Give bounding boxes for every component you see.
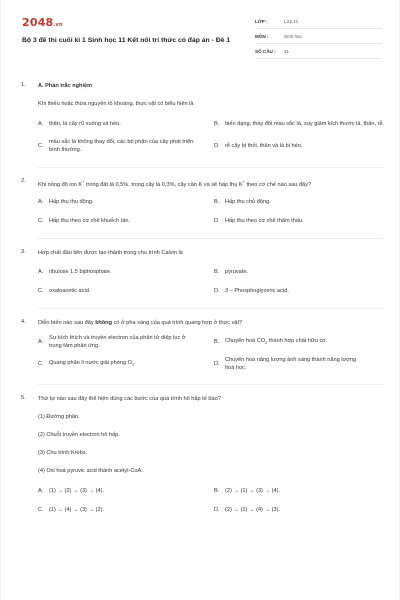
option-c[interactable]: C. Quang phân li nước giải phóng $O_2$. — [38, 359, 136, 367]
question-text: Thứ tự nào sau đây thể hiện đúng các bước của quá trình hô hấp tế bào? — [38, 395, 221, 402]
question-number: 3. — [21, 248, 26, 255]
question-5 — [21, 395, 383, 403]
meta-value: Sinh học — [284, 33, 302, 39]
option-d[interactable]: D. 3 – Phosphoglyceric acid. — [214, 287, 289, 294]
meta-value: 31 — [284, 48, 290, 54]
meta-row-count — [255, 44, 382, 59]
document-title: Bộ 3 đề thi cuối kì 1 Sinh học 11 Kết nối tri thức có đáp án - Đề 1 — [22, 37, 231, 44]
question-text: Hợp chất đầu tiên được tạo thành trong chu trình Calvin là — [38, 249, 183, 256]
list-item: (1) Đường phân. — [38, 413, 80, 420]
option-a[interactable]: A. Hấp thụ thụ động. — [38, 198, 94, 205]
meta-row-subject — [255, 29, 382, 44]
question-number: 5. — [21, 394, 26, 401]
section-heading — [21, 82, 383, 90]
option-b[interactable]: B. Chuyển hoá $CO_2$ thành hợp chất hữu cơ. — [214, 337, 328, 345]
meta-value: Lớp 11 — [284, 18, 299, 24]
option-c[interactable]: C. oxaloacetic acid. — [38, 287, 91, 294]
option-b[interactable]: B. (2) → (1) → (3) → (4). — [214, 487, 281, 494]
meta-row-class — [255, 14, 382, 29]
question-number: 1. — [21, 82, 26, 88]
option-b[interactable]: B. biến dạng, thay đổi màu sắc lá, suy giảm kích thước lá, thân, rễ. — [214, 121, 385, 127]
question-1 — [21, 100, 383, 108]
option-a[interactable]: A. ribulose 1,5 biphosphate. — [38, 268, 112, 275]
option-d[interactable]: D. rễ cây bị thối, thân và lá bị héo. — [214, 143, 303, 149]
option-c[interactable]: C. (1) → (4) → (3) → (2). — [38, 506, 105, 513]
question-2 — [21, 178, 383, 189]
option-a[interactable]: A. Sự kích thích và truyền electron của phân tử diệp lục ở trung tâm phản ứng. — [38, 334, 186, 349]
option-b[interactable]: B. Hấp thụ chủ động. — [214, 198, 271, 205]
options-q2 — [38, 198, 383, 225]
question-list — [21, 78, 383, 514]
options-q3 — [38, 268, 383, 295]
question-text: Diễn biến nào sau đây không có ở pha sáng của quá trình quang hợp ở thực vật? — [38, 319, 243, 326]
option-c[interactable]: C. Hấp thụ theo cơ chế khuếch tán. — [38, 217, 131, 224]
question-3 — [21, 249, 383, 257]
question-number: 4. — [21, 318, 26, 325]
question-4 — [21, 319, 383, 327]
list-item: (4) Oxi hoá pyruvic acid thành acetyl-CoA. — [38, 467, 143, 474]
question-divider — [38, 384, 383, 385]
option-a[interactable]: A. (1) → (2) → (3) → (4). — [38, 487, 105, 494]
options-q4 — [38, 334, 383, 372]
meta-label: MÔN : — [255, 33, 269, 39]
section-title: A. Phần trắc nghiệm — [38, 83, 93, 89]
option-c[interactable]: C. màu sắc lá không thay đổi, các bộ phận của cây phát triển bình thường. — [38, 139, 194, 153]
question-divider — [38, 238, 383, 239]
options-q5 — [38, 487, 383, 514]
question-text: Khi thiếu hoặc thừa nguyên tố khoáng, thực vật có biểu hiện là — [38, 101, 194, 107]
option-b[interactable]: B. pyruvate. — [214, 268, 249, 275]
option-a[interactable]: A. thân, lá cây rũ xuống và héo. — [38, 121, 121, 127]
site-logo[interactable]: 2048.vn — [22, 16, 63, 29]
option-d[interactable]: D. Chuyển hoá năng lượng ánh sáng thành năng lượng hoá học. — [214, 356, 357, 371]
list-item: (3) Chu trình Krebs. — [38, 449, 88, 456]
option-d[interactable]: D. (2) → (1) → (4) → (3). — [214, 506, 281, 513]
meta-table — [255, 14, 382, 59]
question-text: Khi nồng độ ion K+ trong đất là 0,5%, trong cây là 0,3%, cây cần K và sẽ hấp thụ K+ theo cơ chế nào sau đây? — [38, 180, 312, 188]
list-item: (2) Chuỗi truyền electron hô hấp. — [38, 431, 120, 438]
options-q1 — [38, 116, 383, 154]
meta-label: LỚP : — [255, 18, 268, 24]
document-header — [22, 14, 382, 76]
question-number: 2. — [21, 178, 26, 184]
meta-label: SỐ CÂU : — [255, 48, 276, 54]
question-divider — [38, 308, 383, 309]
option-d[interactable]: D. Hấp thụ theo cơ chế thẩm thấu. — [214, 217, 304, 224]
question-divider — [38, 167, 383, 168]
